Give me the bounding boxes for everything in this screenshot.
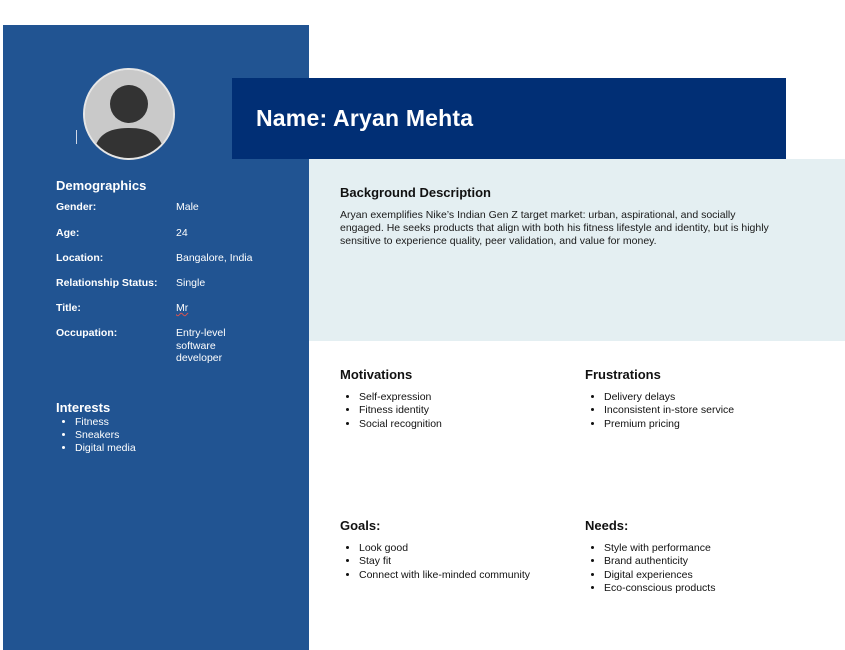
list-item: • Delivery delays: [604, 391, 734, 404]
list-item: • Style with performance: [604, 542, 715, 555]
gender-value: Male: [176, 201, 199, 213]
frustrations-list: [585, 391, 734, 431]
title-label: Title:: [56, 302, 81, 314]
motivations-title: Motivations: [340, 367, 413, 382]
list-item: • Self-expression: [359, 391, 442, 404]
list-item: • Digital media: [75, 442, 136, 455]
list-item: • Premium pricing: [604, 418, 734, 431]
list-item: • Look good: [359, 542, 530, 555]
gender-label: Gender:: [56, 201, 97, 213]
list-item: • Fitness identity: [359, 404, 442, 417]
interests-list: [56, 416, 136, 455]
text-cursor: [76, 130, 77, 144]
goals-title: Goals:: [340, 518, 381, 533]
relationship-status-value: Single: [176, 277, 206, 289]
location-value: Bangalore, India: [176, 252, 253, 264]
list-item: • Sneakers: [75, 429, 136, 442]
needs-title: Needs:: [585, 518, 629, 533]
occupation-label: Occupation:: [56, 327, 118, 339]
list-item: • Connect with like-minded community: [359, 569, 530, 582]
list-item: • Stay fit: [359, 555, 530, 568]
location-label: Location:: [56, 252, 104, 264]
goals-list: [340, 542, 530, 582]
interests-title: Interests: [56, 400, 111, 415]
name-banner: [232, 78, 786, 159]
frustrations-title: Frustrations: [585, 367, 661, 382]
background-text: Aryan exemplifies Nike’s Indian Gen Z target market: urban, aspirational, and socially engaged. He seeks products that align with both his fitness lifestyle and identity, but is highly sensitive to experience quality, peer validation, and value for money.: [340, 209, 769, 247]
list-item: • Digital experiences: [604, 569, 715, 582]
user-silhouette-icon: [85, 70, 173, 158]
motivations-list: [340, 391, 442, 431]
list-item: • Social recognition: [359, 418, 442, 431]
avatar: [83, 68, 175, 160]
background-title: Background Description: [340, 185, 491, 200]
age-label: Age:: [56, 227, 80, 239]
list-item: • Inconsistent in-store service: [604, 404, 734, 417]
title-value: Mr: [176, 302, 189, 314]
demographics-title: Demographics: [56, 178, 147, 193]
persona-name: Name: Aryan Mehta: [256, 105, 474, 131]
list-item: • Eco-conscious products: [604, 582, 715, 595]
occupation-value: Entry-level software developer: [176, 327, 226, 364]
title-value-wrap: [176, 302, 286, 315]
list-item: • Fitness: [75, 416, 136, 429]
age-value: 24: [176, 227, 188, 239]
needs-list: [585, 542, 715, 595]
relationship-status-label: Relationship Status:: [56, 277, 158, 289]
list-item: • Brand authenticity: [604, 555, 715, 568]
